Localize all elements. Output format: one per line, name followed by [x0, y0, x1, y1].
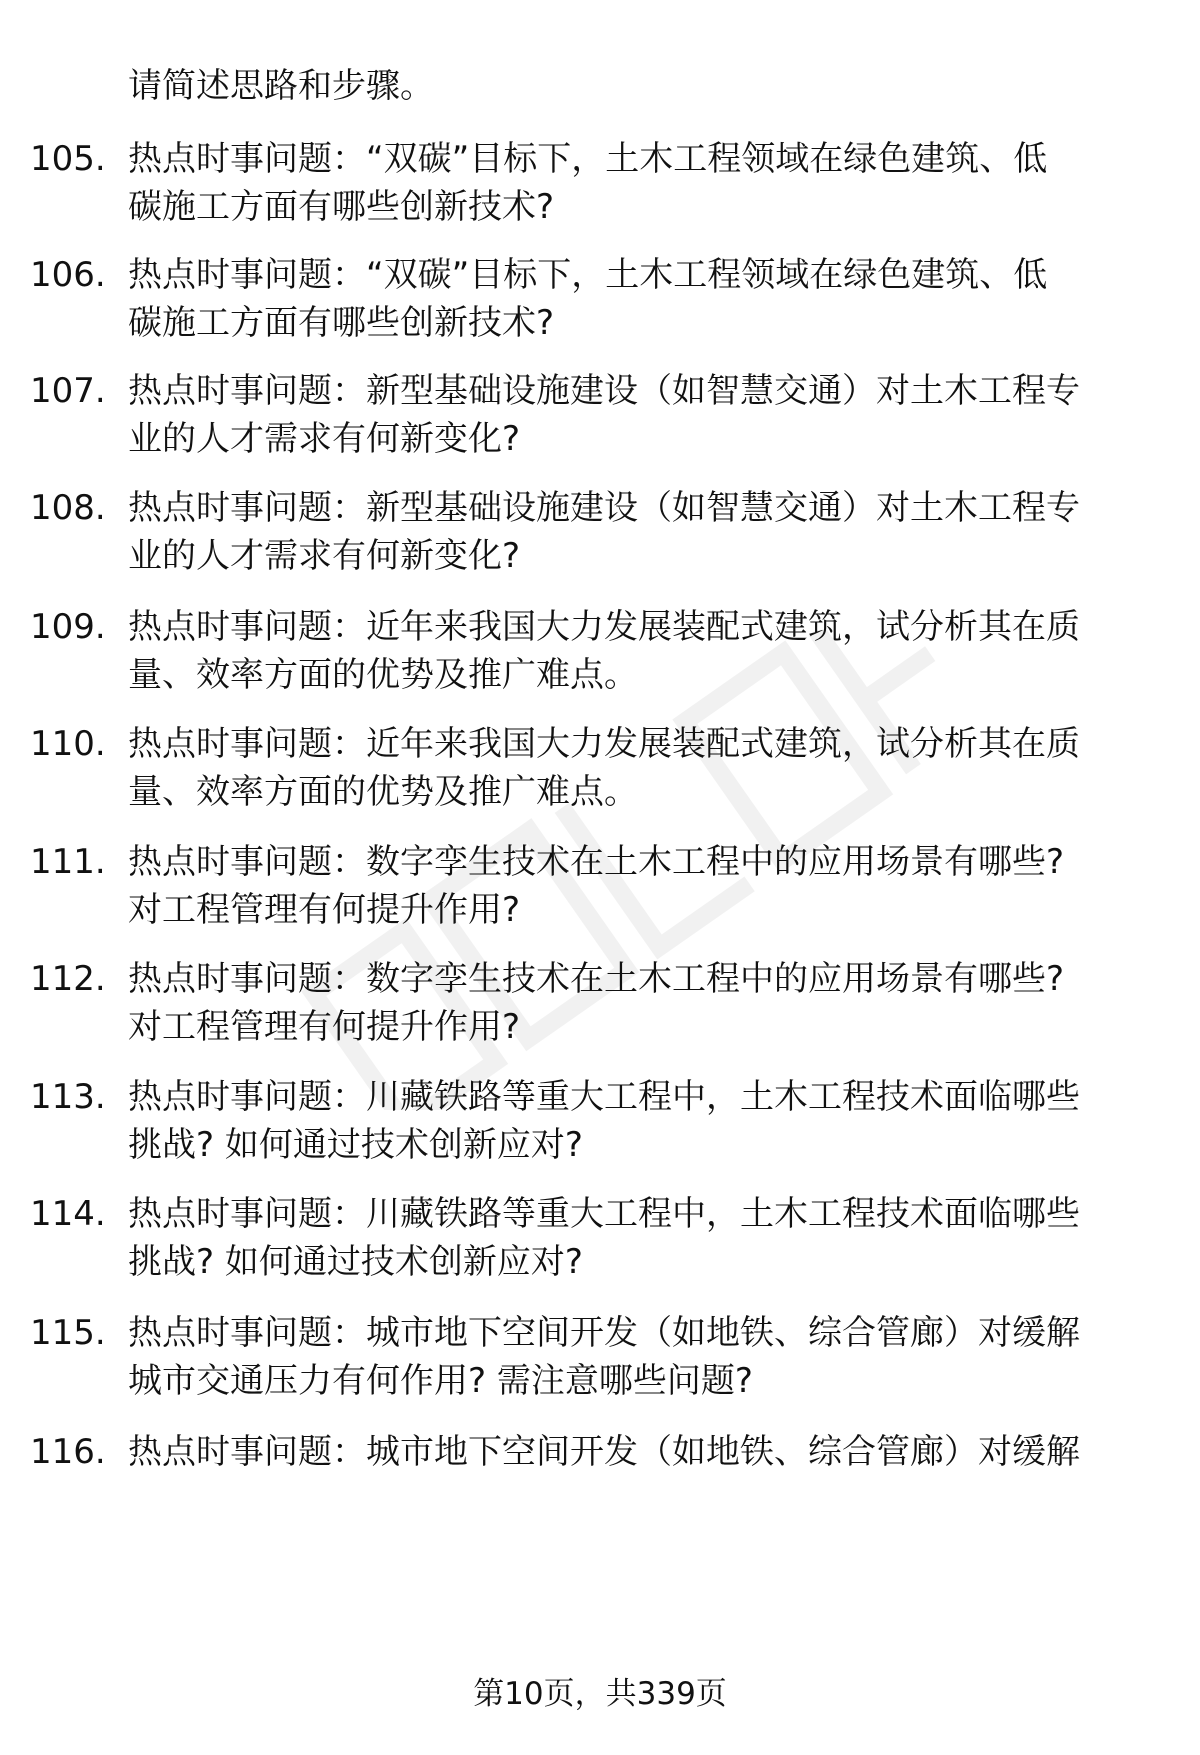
question-text [128, 1309, 1138, 1405]
question-number: 109. [30, 607, 106, 647]
question-line: 热点时事问题：城市地下空间开发（如地铁、综合管廊）对缓解 [128, 1313, 1080, 1353]
question-line: 挑战? 如何通过技术创新应对? [128, 1242, 583, 1282]
question-text [128, 251, 1138, 347]
question-line: 业的人才需求有何新变化? [128, 536, 521, 576]
question-number: 105. [30, 139, 106, 179]
question-item [0, 955, 1200, 1065]
question-line: 量、效率方面的优势及推广难点。 [128, 655, 638, 695]
question-item [0, 1073, 1200, 1183]
question-line: 城市交通压力有何作用? 需注意哪些问题? [128, 1361, 753, 1401]
question-number: 115. [30, 1313, 106, 1353]
question-number: 114. [30, 1194, 106, 1234]
question-item [0, 135, 1200, 245]
question-line: 碳施工方面有哪些创新技术? [128, 303, 555, 343]
question-item [0, 1309, 1200, 1419]
question-line: 热点时事问题：川藏铁路等重大工程中，土木工程技术面临哪些 [128, 1077, 1080, 1117]
question-text [128, 838, 1138, 934]
question-line: 热点时事问题：近年来我国大力发展装配式建筑，试分析其在质 [128, 724, 1080, 764]
question-text [128, 1428, 1138, 1476]
question-line: 业的人才需求有何新变化? [128, 419, 521, 459]
question-line: 对工程管理有何提升作用? [128, 1007, 521, 1047]
question-line: 热点时事问题：数字孪生技术在土木工程中的应用场景有哪些? [128, 959, 1065, 999]
question-number: 112. [30, 959, 106, 999]
question-text [128, 603, 1138, 699]
question-item [0, 367, 1200, 477]
question-line: 量、效率方面的优势及推广难点。 [128, 772, 638, 812]
question-item [0, 251, 1200, 361]
question-text [128, 484, 1138, 580]
question-text [128, 1073, 1138, 1169]
question-number: 116. [30, 1432, 106, 1472]
question-line: 热点时事问题：“双碳”目标下，土木工程领域在绿色建筑、低 [128, 139, 1048, 179]
question-item [0, 838, 1200, 948]
question-item [0, 603, 1200, 713]
question-item [0, 1428, 1200, 1538]
question-item [0, 1190, 1200, 1300]
question-number: 111. [30, 842, 106, 882]
question-text [128, 1190, 1138, 1286]
question-line: 碳施工方面有哪些创新技术? [128, 187, 555, 227]
question-line: 热点时事问题：城市地下空间开发（如地铁、综合管廊）对缓解 [128, 1432, 1080, 1472]
question-text [128, 367, 1138, 463]
question-text [128, 135, 1138, 231]
question-number: 113. [30, 1077, 106, 1117]
question-line: 热点时事问题：新型基础设施建设（如智慧交通）对土木工程专 [128, 371, 1080, 411]
question-line: 对工程管理有何提升作用? [128, 890, 521, 930]
question-item [0, 720, 1200, 830]
question-line: 热点时事问题：川藏铁路等重大工程中，土木工程技术面临哪些 [128, 1194, 1080, 1234]
page-footer: 第10页，共339页 [473, 1676, 727, 1712]
question-text [128, 955, 1138, 1051]
question-number: 107. [30, 371, 106, 411]
question-text [128, 720, 1138, 816]
question-number: 110. [30, 724, 106, 764]
question-line: 热点时事问题：“双碳”目标下，土木工程领域在绿色建筑、低 [128, 255, 1048, 295]
question-number: 106. [30, 255, 106, 295]
question-line: 挑战? 如何通过技术创新应对? [128, 1125, 583, 1165]
question-line: 热点时事问题：新型基础设施建设（如智慧交通）对土木工程专 [128, 488, 1080, 528]
question-line: 热点时事问题：数字孪生技术在土木工程中的应用场景有哪些? [128, 842, 1065, 882]
continuation-text: 请简述思路和步骤。 [128, 66, 434, 106]
question-item [0, 484, 1200, 594]
question-number: 108. [30, 488, 106, 528]
question-line: 热点时事问题：近年来我国大力发展装配式建筑，试分析其在质 [128, 607, 1080, 647]
